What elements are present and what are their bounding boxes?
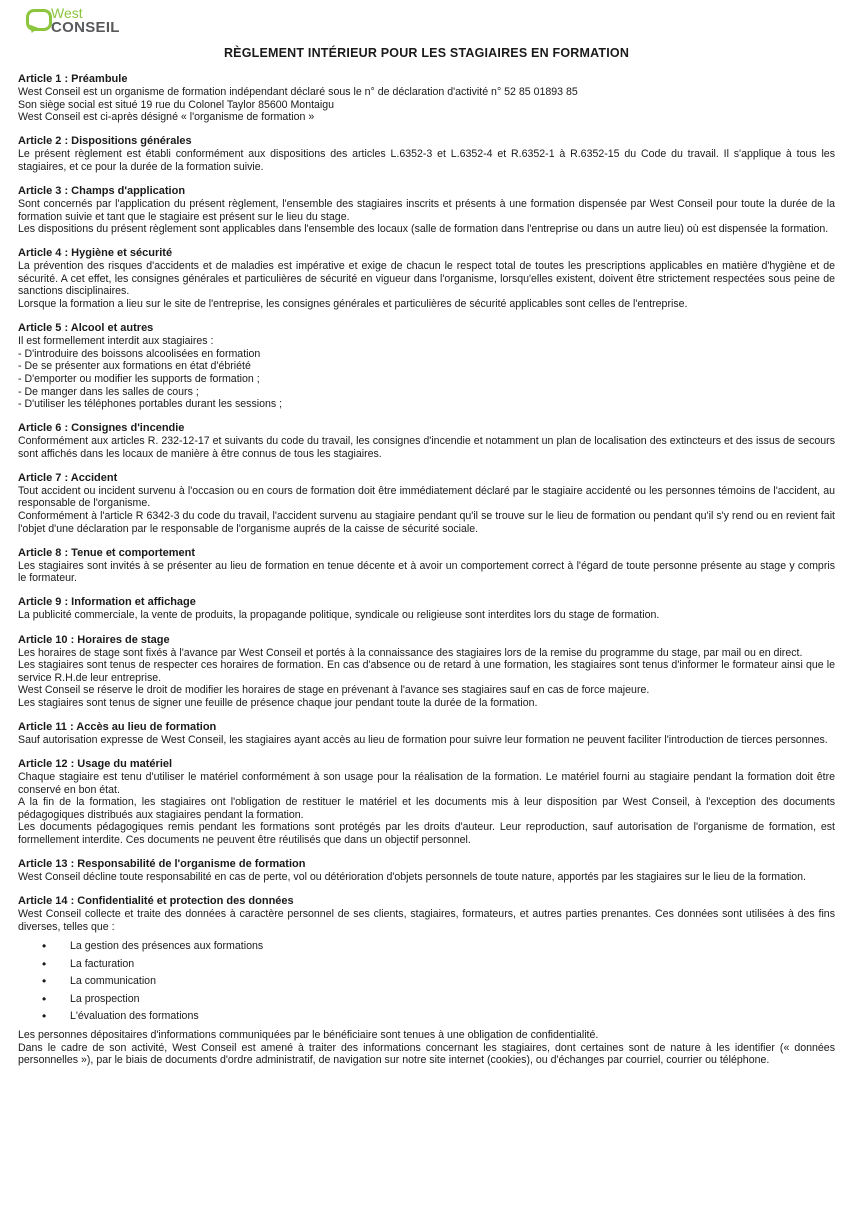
article-heading: Article 2 : Dispositions générales [18, 135, 192, 148]
article-heading: Article 3 : Champs d'application [18, 184, 186, 197]
article-text: Chaque stagiaire est tenu d'utiliser le matériel conformément à son usage pour la réalisation de la formation. Le matériel fourni au stagiaire pendant la formation doit être conservé en bon état. [18, 771, 835, 796]
article-10 [18, 634, 835, 710]
bullet-item: • La gestion des présences aux formations [18, 938, 835, 956]
article-text: Les documents pédagogiques remis pendant les formations sont protégés par les droits d'auteur. Leur reproduction, sauf autorisation de l'organisme de formation, est formellement interdite. Ces documents ne peuvent être réutilisés que dans un objectif personnel. [18, 821, 835, 847]
article-3 [18, 185, 835, 236]
document-title: RÈGLEMENT INTÉRIEUR POUR LES STAGIAIRES EN FORMATION [223, 46, 630, 60]
article-heading: Article 10 : Horaires de stage [18, 633, 170, 646]
article-14 [18, 895, 835, 1066]
article-text: Les dispositions du présent règlement sont applicables dans l'ensemble des locaux (salle de formation dans l'entreprise ou dans un autre lieu) où est dispensée la formation. [18, 223, 829, 236]
article-7 [18, 472, 835, 535]
article-8 [18, 547, 835, 585]
prohibition-item: - D'utiliser les téléphones portables durant les sessions ; [18, 398, 283, 411]
article-text: West Conseil se réserve le droit de modifier les horaires de stage en prévenant à l'avance ses stagiaires sauf en cas de force majeure. [18, 684, 650, 697]
article-text: La prévention des risques d'accidents et de maladies est impérative et exige de chacun le respect total de toutes les prescriptions applicables en matière d'hygiène et de sécurité. A cet effet, les consignes générales et particulières de sécurité en vigueur dans l'organisme, lorsqu'elles existent, doivent être strictement respectées sous peine de sanctions disciplinaires. [18, 260, 835, 298]
article-heading: Article 9 : Information et affichage [18, 596, 196, 609]
bullet-item: • La prospection [18, 991, 835, 1009]
prohibition-item: - D'emporter ou modifier les supports de formation ; [18, 372, 260, 385]
article-11 [18, 721, 835, 747]
article-text: West Conseil est ci-après désigné « l'organisme de formation » [18, 111, 315, 124]
article-heading: Article 11 : Accès au lieu de formation [18, 721, 217, 733]
article-text: West Conseil est un organisme de formation indépendant déclaré sous le n° de déclaration d'activité n° 52 85 01893 85 [18, 86, 578, 98]
article-9 [18, 596, 835, 622]
bullet-item: • L'évaluation des formations [18, 1008, 835, 1026]
logo-text-conseil: CONSEIL [51, 19, 120, 36]
article-text: Les stagiaires sont invités à se présenter au lieu de formation en tenue décente et à avoir un comportement correct à l'égard de toute personne présente au stage y compris le formateur. [18, 559, 835, 585]
document-body [18, 73, 835, 1078]
article-heading: Article 14 : Confidentialité et protection des données [18, 895, 294, 908]
bullet-item: • La communication [18, 973, 835, 991]
article-text: Les personnes dépositaires d'informations communiquées par le bénéficiaire sont tenues à une obligation de confidentialité. [18, 1028, 599, 1041]
article-text: La publicité commerciale, la vente de produits, la propagande politique, syndicale ou religieuse sont interdites lors du stage de formation. [18, 609, 660, 622]
article-text: Conformément aux articles R. 232-12-17 et suivants du code du travail, les consignes d'incendie et notamment un plan de localisation des extincteurs et des issus de secours sont affichés dans les locaux de manière à être connus de tous les stagiaires. [18, 435, 835, 460]
article-5 [18, 322, 835, 411]
article-heading: Article 8 : Tenue et comportement [18, 546, 196, 559]
data-uses-list [18, 938, 835, 1026]
article-text: West Conseil décline toute responsabilité en cas de perte, vol ou détérioration d'objets personnels de toute nature, apportés par les stagiaires sur le lieu de la formation. [18, 871, 806, 884]
article-heading: Article 7 : Accident [18, 471, 118, 484]
article-6 [18, 422, 835, 460]
bullet-item: • La facturation [18, 956, 835, 974]
article-4 [18, 247, 835, 310]
article-2 [18, 135, 835, 173]
article-13 [18, 858, 835, 884]
article-text: Il est formellement interdit aux stagiaires : [18, 335, 214, 348]
article-text: Dans le cadre de son activité, West Conseil est amené à traiter des informations concernant les stagiaires, dont certaines sont de nature à les identifier (« données personnelles »), par le biais de documents d'ordre administratif, de navigation sur notre site internet (cookies), ou d'échanges par courriel, courrier ou téléphone. [18, 1041, 835, 1067]
article-heading: Article 1 : Préambule [18, 73, 128, 85]
article-text: Les horaires de stage sont fixés à l'avance par West Conseil et portés à la connaissance des stagiaires lors de la remise du programme du stage, par mail ou en direct. [18, 646, 803, 659]
logo-text-west: West [51, 5, 83, 21]
article-1 [18, 73, 835, 124]
article-heading: Article 12 : Usage du matériel [18, 758, 173, 771]
article-text: Conformément à l'article R 6342-3 du code du travail, l'accident survenu au stagiaire pendant qu'il se trouve sur le lieu de formation ou pendant qu'il s'y rend ou en revient fait l'objet d'une déclaration par le responsable de l'organisme auprés de la caisse de sécurité sociale. [18, 510, 835, 535]
article-heading: Article 6 : Consignes d'incendie [18, 422, 185, 435]
article-text: West Conseil collecte et traite des données à caractère personnel de ses clients, stagiaires, formateurs, et autres parties prenantes. Ces données sont utilisées à des fins diverses, telles que : [18, 908, 835, 933]
article-text: Son siège social est situé 19 rue du Colonel Taylor 85600 Montaigu [18, 98, 335, 111]
article-heading: Article 4 : Hygiène et sécurité [18, 247, 173, 260]
article-text: Tout accident ou incident survenu à l'occasion ou en cours de formation doit être immédiatement déclaré par le stagiaire accidenté ou les personnes témoins de l'accident, au responsable de l'organisme. [18, 484, 835, 510]
article-heading: Article 5 : Alcool et autres [18, 322, 154, 335]
article-text: Les stagiaires sont tenus de respecter ces horaires de formation. En cas d'absence ou de retard à une formation, les stagiaires sont tenus d'informer le formateur ainsi que le service R.H.de leur entreprise. [18, 659, 835, 684]
prohibition-item: - D'introduire des boissons alcoolisées en formation [18, 347, 261, 360]
article-text: Sont concernés par l'application du présent règlement, l'ensemble des stagiaires inscrits et présents à une formation dispensée par West Conseil pour toute la durée de la formation suivie et tant que le stagiaire est présent sur le lieu du stage. [18, 197, 835, 223]
article-text: A la fin de la formation, les stagiaires ont l'obligation de restituer le matériel et les documents mis à leur disposition par West Conseil, à l'exception des documents pédagogiques distribués aux stagiaires pendant la formation. [18, 796, 835, 821]
article-text: Les stagiaires sont tenus de signer une feuille de présence chaque jour pendant toute la durée de la formation. [18, 696, 538, 709]
article-text: Lorsque la formation a lieu sur le site de l'entreprise, les consignes générales et particulières de sécurité applicables sont celles de l'entreprise. [18, 298, 688, 311]
prohibition-item: - De manger dans les salles de cours ; [18, 385, 199, 398]
prohibition-item: - De se présenter aux formations en état d'ébriété [18, 360, 251, 373]
article-12 [18, 758, 835, 847]
article-text: Le présent règlement est établi conformément aux dispositions des articles L.6352-3 et L.6352-4 et R.6352-1 à R.6352-15 du Code du travail. Il s'applique à tous les stagiaires, et ce pour la durée de la formation suivie. [18, 148, 835, 173]
article-heading: Article 13 : Responsabilité de l'organisme de formation [18, 858, 306, 871]
west-conseil-logo [26, 6, 136, 40]
article-text: Sauf autorisation expresse de West Conseil, les stagiaires ayant accès au lieu de formation pour suivre leur formation ne peuvent faciliter l'introduction de tierces personnes. [18, 734, 828, 746]
